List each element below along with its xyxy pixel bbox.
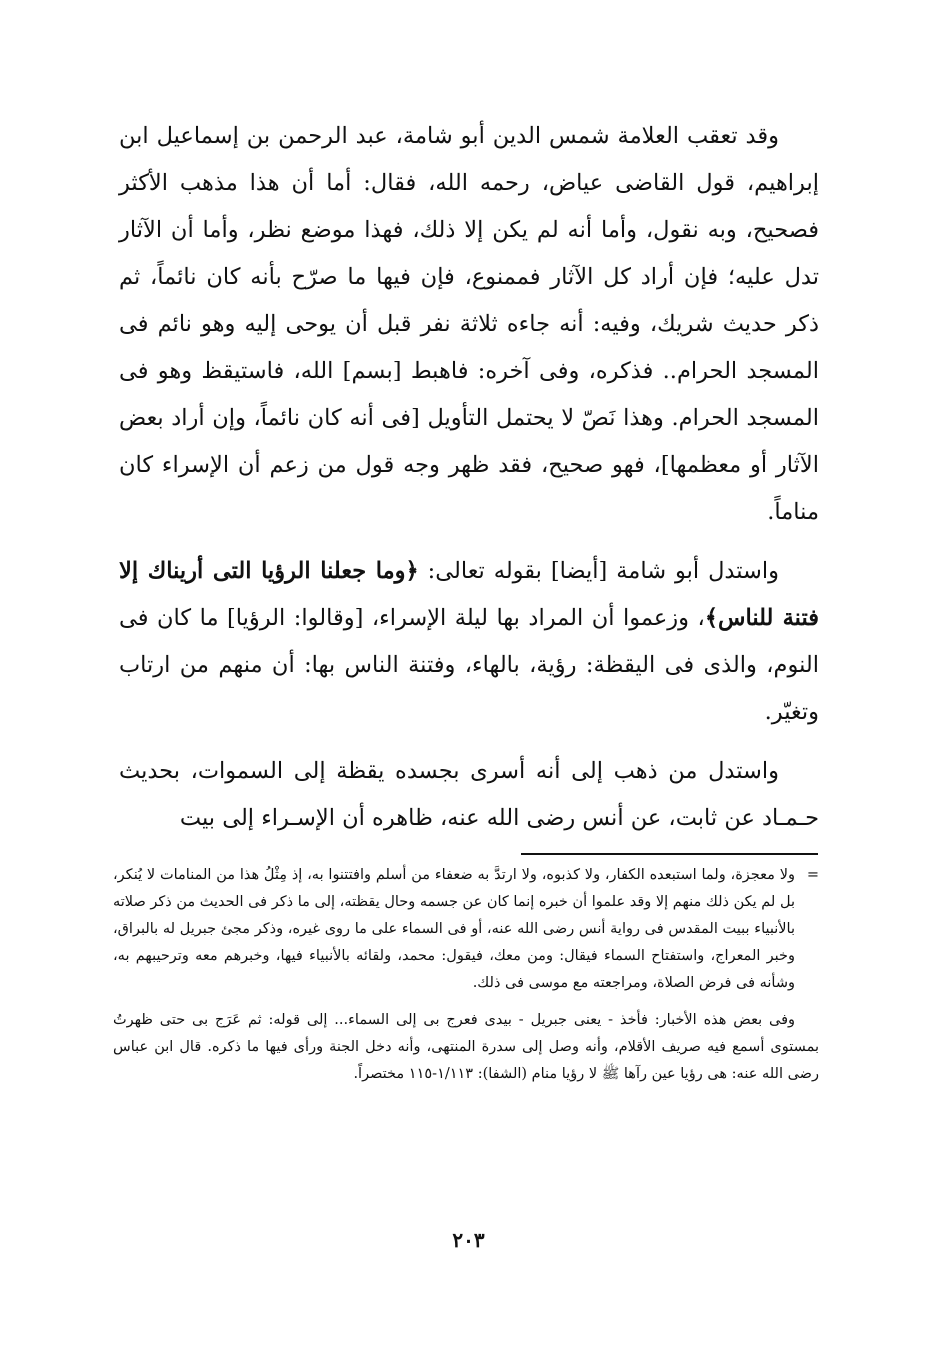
footnote-1-text: ولا معجزة، ولما استبعده الكفار، ولا كذبوه، ولا ارتدَّ به ضعفاء من أسلم وافتتنوا به، إذ مِثْلُ هذا من المنامات لا يُنكر، بل لم يكن ذلك منهم إلا وقد علموا أن خبره إنما كان عن جسمه وحال يقظته، إلى ما ذكر فى الحديث من ذكر صلاته بالأنبياء ببيت المقدس فى رواية أنس رضى الله عنه، أو فى السماء على ما روى غيره، وذكر مجئ جبريل له بالبراق، وخبر المعراج، واستفتاح السماء فيقال: ومن معك، فيقول: محمد، ولقائه بالأنبياء فيها، وخبرهم معه وترحيبهم به، وشأنه فى فرض الصلاة، ومراجعته مع موسى فى ذلك. (113, 867, 795, 991)
footnotes (113, 862, 819, 1088)
paragraph-2-end: ، وزعموا أن المراد بها ليلة الإسراء، [وقالوا: الرؤيا] ما كان فى النوم، والذى فى اليقظة: رؤية، بالهاء، وفتنة الناس بها: أن منهم من ارتاب وتغيّر. (119, 605, 819, 725)
page-number: ٢٠٣ (452, 1228, 485, 1252)
footnote-divider (521, 853, 818, 855)
continuation-mark: = (806, 867, 819, 883)
footnote-2: وفى بعض هذه الأخبار: فأخذ - يعنى جبريل - بيدى فعرج بى إلى السماء... إلى قوله: ثم عَرَج بى حتى ظهرتُ بمستوى أسمع فيه صريف الأقلام، وأنه وصل إلى سدرة المنتهى، وأنه دخل الجنة ورأى فيها ما ذكره. قال ابن عباس رضى الله عنه: هى رؤيا عين رآها ﷺ لا رؤيا منام (الشفا): ١/١١٣-١١٥ مختصراً. (113, 1012, 820, 1082)
paragraph-2 (119, 548, 819, 736)
paragraph-3: واستدل من ذهب إلى أنه أسرى بجسده يقظة إلى السموات، بحديث حـمـاد عن ثابت، عن أنس رضى الله عنه، ظاهره أن الإسـراء إلى بيت (119, 758, 819, 831)
quran-quote: ﴿وما جعلنا الرؤيا التى أريناك إلا فتنة للناس﴾ (119, 558, 819, 631)
footnote-continued (113, 862, 819, 997)
main-text (119, 113, 819, 842)
paragraph-1: وقد تعقب العلامة شمس الدين أبو شامة، عبد الرحمن بن إسماعيل ابن إبراهيم، قول القاضى عياض، رحمه الله، فقال: أما أن هذا مذهب الأكثر فصحيح، وبه نقول، وأما أنه لم يكن إلا ذلك، فهذا موضع نظر، وأما أن الآثار تدل عليه؛ فإن أراد كل الآثار فممنوع، فإن فيها ما صرّح بأنه كان نائماً، ثم ذكر حديث شريك، وفيه: أنه جاءه ثلاثة نفر قبل أن يوحى إليه وهو نائم فى المسجد الحرام.. فذكره، وفى آخره: فاهبط [بسم] الله، فاستيقظ وهو فى المسجد الحرام. وهذا نَصّ لا يحتمل التأويل [فى أنه كان نائماً، وإن أراد بعض الآثار أو معظمها]، فهو صحيح، فقد ظهر وجه قول من زعم أن الإسراء كان مناماً. (119, 123, 819, 525)
paragraph-2-start: واستدل أبو شامة [أيضا] بقوله تعالى: (427, 558, 779, 584)
